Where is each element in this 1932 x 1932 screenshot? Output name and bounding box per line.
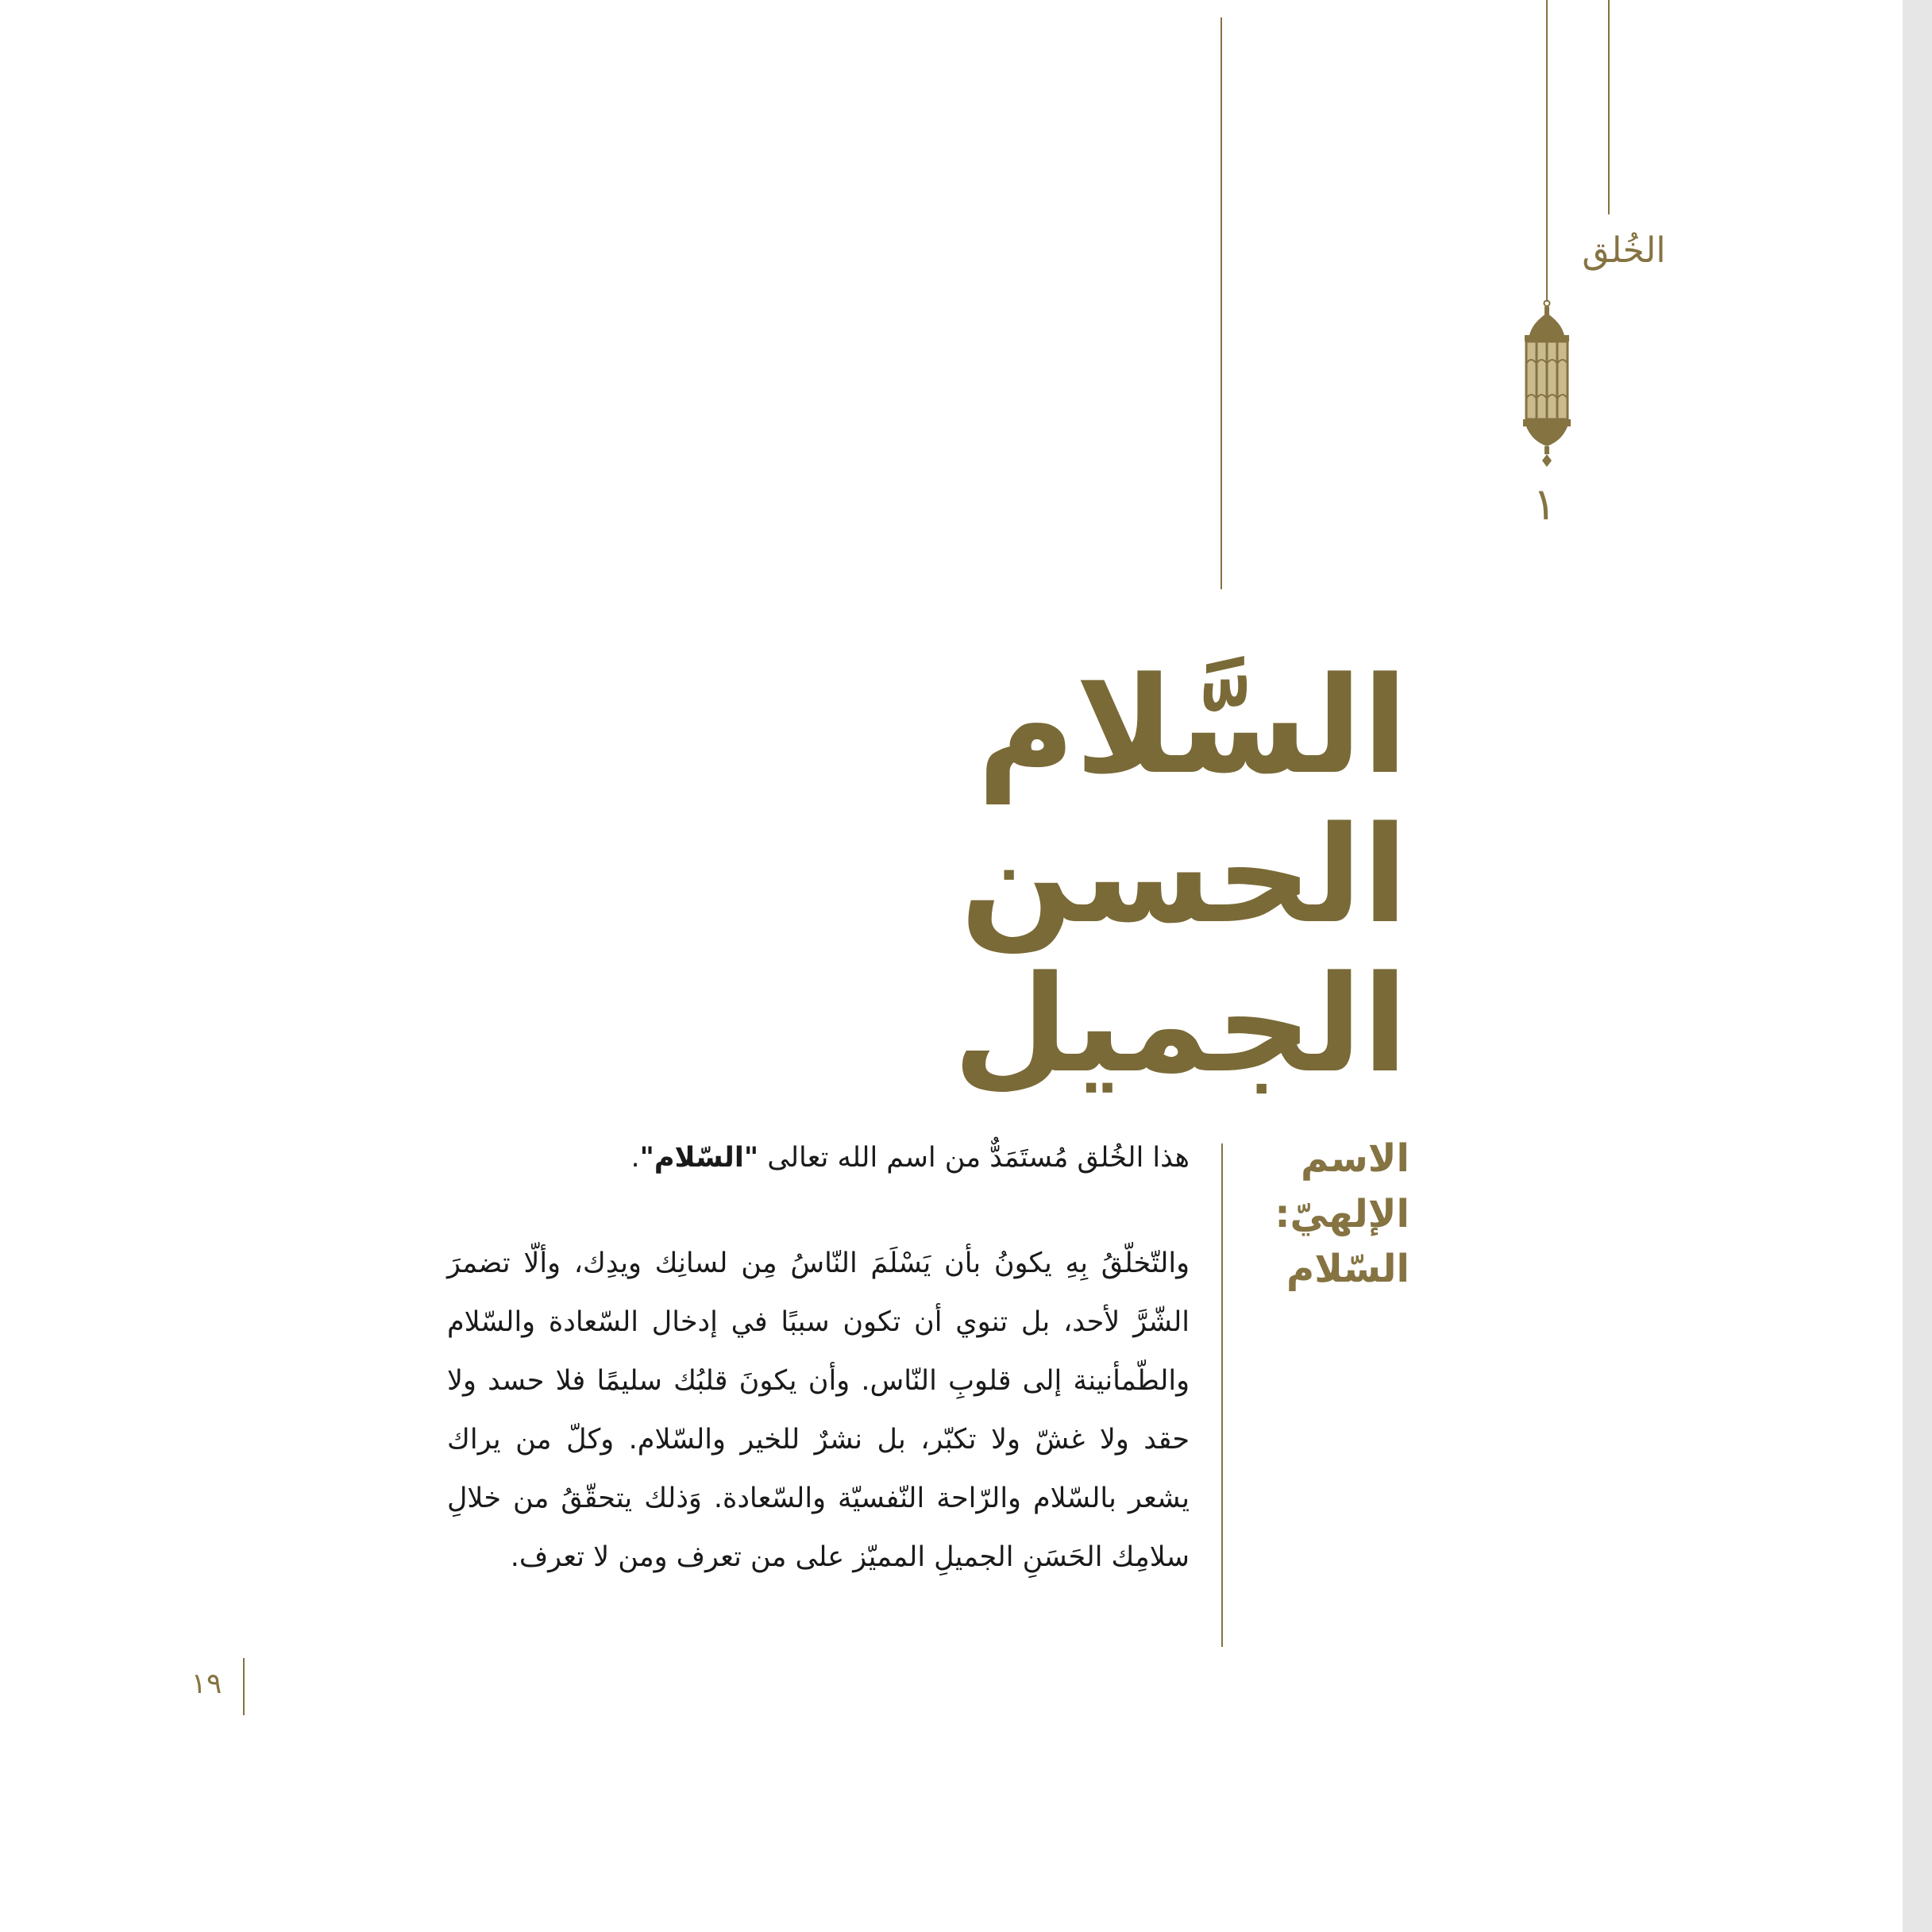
page-number: ١٩ (191, 1668, 222, 1700)
page-title-line-1: السَّلام الحسن (960, 648, 1408, 954)
body-divider (1221, 1143, 1223, 1647)
divine-name-heading-line-2: الإلهيّ: (1275, 1191, 1409, 1236)
divine-name-heading-line-1: الاسم (1300, 1136, 1409, 1181)
divine-name-heading-line-3: السّلام (1286, 1247, 1409, 1292)
label-hanging-line (1608, 0, 1610, 214)
lantern-icon (1515, 300, 1579, 467)
chapter-number: ١ (1532, 479, 1557, 530)
lantern-hanging-line (1546, 0, 1548, 302)
chapter-label: الخُلق (1582, 230, 1666, 271)
page-title (495, 648, 1408, 1103)
page-edge-strip (1903, 0, 1932, 1932)
intro-emphasis: "السّلام" (639, 1142, 759, 1174)
intro-sentence (447, 1136, 1190, 1180)
body-text-block (447, 1136, 1190, 1587)
page-number-divider (243, 1658, 245, 1715)
intro-prefix: هذا الخُلق مُستَمَدٌّ من اسم الله تعالى (758, 1142, 1190, 1174)
divine-name-heading (1259, 1132, 1409, 1298)
body-paragraph: والتّخلّقُ بِهِ يكونُ بأن يَسْلَمَ النّاسُ مِن لسانِك ويدِك، وألّا تضمرَ الشّرَّ لأحد، بل تنوي أن تكون سببًا في إدخال السّعادة والسّلام والطّمأنينة إلى قلوبِ النّاس. وأن يكونَ قلبُك سليمًا فلا حسد ولا حقد ولا غشّ ولا تكبّر، بل نشرٌ للخير والسّلام. وكلّ من يراك يشعر بالسّلام والرّاحة النّفسيّة والسّعادة. وَذلك يتحقّقُ من خلالِ سلامِك الحَسَنِ الجميلِ المميّز على من تعرف ومن لا تعرف. (447, 1248, 1190, 1573)
intro-suffix: . (631, 1142, 640, 1174)
page-title-line-2: الجميل (953, 947, 1408, 1103)
title-hanging-line (1221, 17, 1222, 589)
